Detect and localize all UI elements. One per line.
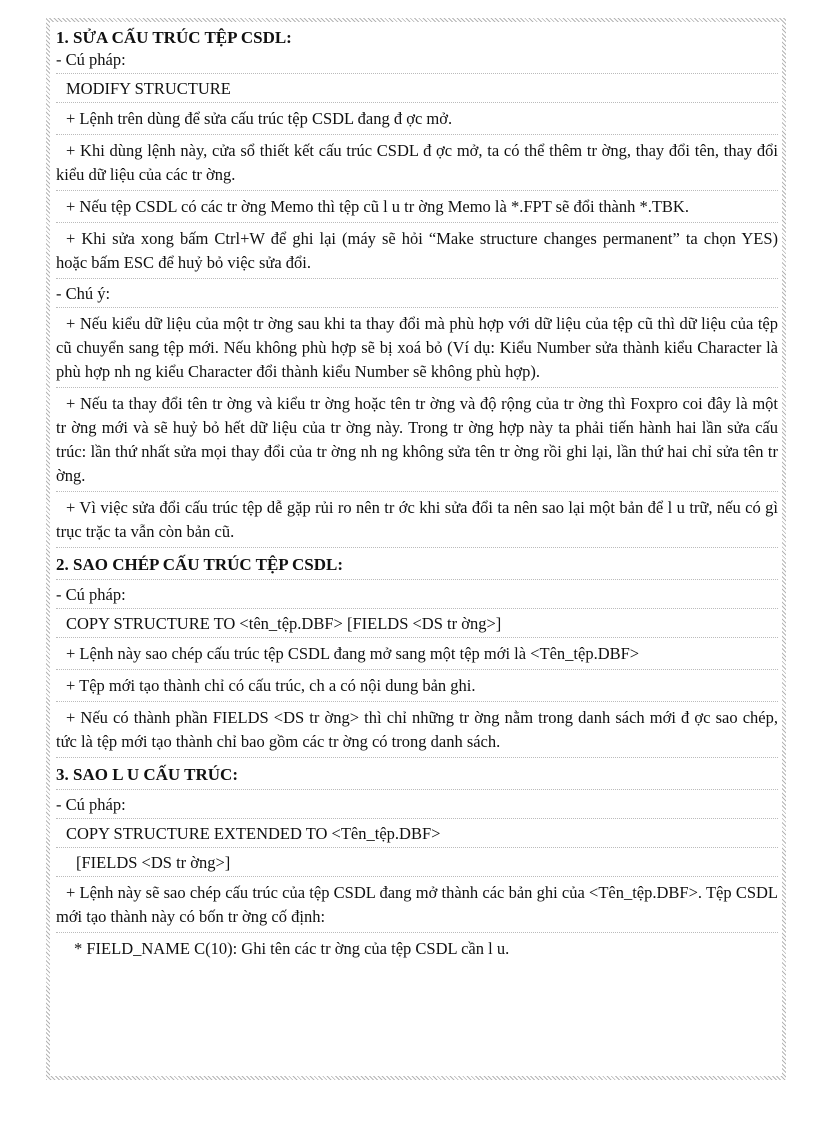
paragraph: + Nếu tệp CSDL có các tr ờng Memo thì tệp cũ l u tr ờng Memo là *.FPT sẽ đổi thành *.TBK. <box>66 197 689 216</box>
note-label: - Chú ý: <box>56 284 111 303</box>
document-frame <box>46 18 786 1080</box>
paragraph: * FIELD_NAME C(10): Ghi tên các tr ờng của tệp CSDL cần l u. <box>74 939 510 958</box>
section-2-title: 2. SAO CHÉP CẤU TRÚC TỆP CSDL: <box>56 555 344 574</box>
separator <box>56 818 778 819</box>
document-content <box>56 25 778 961</box>
separator <box>56 307 778 308</box>
separator <box>56 757 778 758</box>
section-1-title: 1. SỬA CẤU TRÚC TỆP CSDL: <box>56 28 292 47</box>
separator <box>56 637 778 638</box>
command-line: MODIFY STRUCTURE <box>66 79 231 98</box>
separator <box>56 876 778 877</box>
paragraph: + Khi dùng lệnh này, cửa sổ thiết kết cấu trúc CSDL đ ợc mở, ta có thể thêm tr ờng, thay đổi tên, thay đổi kiểu dữ liệu của các tr ờng. <box>56 141 778 184</box>
separator <box>56 547 778 548</box>
separator <box>56 579 778 580</box>
paragraph: + Lệnh này sao chép cấu trúc tệp CSDL đang mở sang một tệp mới là <Tên_tệp.DBF> <box>66 644 640 663</box>
separator <box>56 701 778 702</box>
paragraph: + Vì việc sửa đổi cấu trúc tệp dễ gặp rủi ro nên tr ớc khi sửa đổi ta nên sao lại một bản để l u trữ, nếu có gì trục trặc ta vẫn còn bản cũ. <box>56 498 778 541</box>
separator <box>56 847 778 848</box>
command-line: COPY STRUCTURE EXTENDED TO <Tên_tệp.DBF> <box>66 824 441 843</box>
paragraph: + Nếu kiểu dữ liệu của một tr ờng sau khi ta thay đổi mà phù hợp với dữ liệu của tệp cũ thì dữ liệu của tệp cũ chuyển sang tệp mới. Nếu không phù hợp sẽ bị xoá bỏ (Ví dụ: Kiểu Number sửa thành kiểu Character là phù hợp nh ng kiểu Character đổi thành kiểu Number sẽ không phù hợp). <box>56 314 778 381</box>
separator <box>56 190 778 191</box>
syntax-label: - Cú pháp: <box>56 585 126 604</box>
separator <box>56 669 778 670</box>
command-line: [FIELDS <DS tr ờng>] <box>76 853 231 872</box>
separator <box>56 278 778 279</box>
syntax-label: - Cú pháp: <box>56 50 126 69</box>
separator <box>56 73 778 74</box>
command-line: COPY STRUCTURE TO <tên_tệp.DBF> [FIELDS <DS tr ờng>] <box>66 614 502 633</box>
separator <box>56 608 778 609</box>
paragraph: + Lệnh trên dùng để sửa cấu trúc tệp CSDL đang đ ợc mở. <box>66 109 453 128</box>
section-3-title: 3. SAO L U CẤU TRÚC: <box>56 765 238 784</box>
syntax-label: - Cú pháp: <box>56 795 126 814</box>
paragraph: + Tệp mới tạo thành chỉ có cấu trúc, ch a có nội dung bản ghi. <box>66 676 476 695</box>
separator <box>56 102 778 103</box>
separator <box>56 789 778 790</box>
paragraph: + Khi sửa xong bấm Ctrl+W để ghi lại (máy sẽ hỏi “Make structure changes permanent” ta chọn YES) hoặc bấm ESC để huỷ bỏ việc sửa đổi. <box>56 229 778 272</box>
separator <box>56 491 778 492</box>
separator <box>56 134 778 135</box>
paragraph: + Nếu có thành phần FIELDS <DS tr ờng> thì chỉ những tr ờng nằm trong danh sách mới đ ợc sao chép, tức là tệp mới tạo thành chỉ bao gồm các tr ờng có trong danh sách. <box>56 708 778 751</box>
separator <box>56 222 778 223</box>
paragraph: + Nếu ta thay đổi tên tr ờng và kiểu tr ờng hoặc tên tr ờng và độ rộng của tr ờng thì Foxpro coi đây là một tr ờng mới và sẽ huỷ bỏ hết dữ liệu của tr ờng này. Trong tr ờng hợp này ta phải tiến hành hai lần sửa cấu trúc: lần thứ nhất sửa mọi thay đổi của tr ờng nh ng không sửa tên tr ờng rồi ghi lại, lần thứ hai chỉ sửa tên tr ờng. <box>56 394 778 485</box>
separator <box>56 932 778 933</box>
paragraph: + Lệnh này sẽ sao chép cấu trúc của tệp CSDL đang mở thành các bản ghi của <Tên_tệp.DBF>. Tệp CSDL mới tạo thành này có bốn tr ờng cố định: <box>56 883 778 926</box>
separator <box>56 387 778 388</box>
